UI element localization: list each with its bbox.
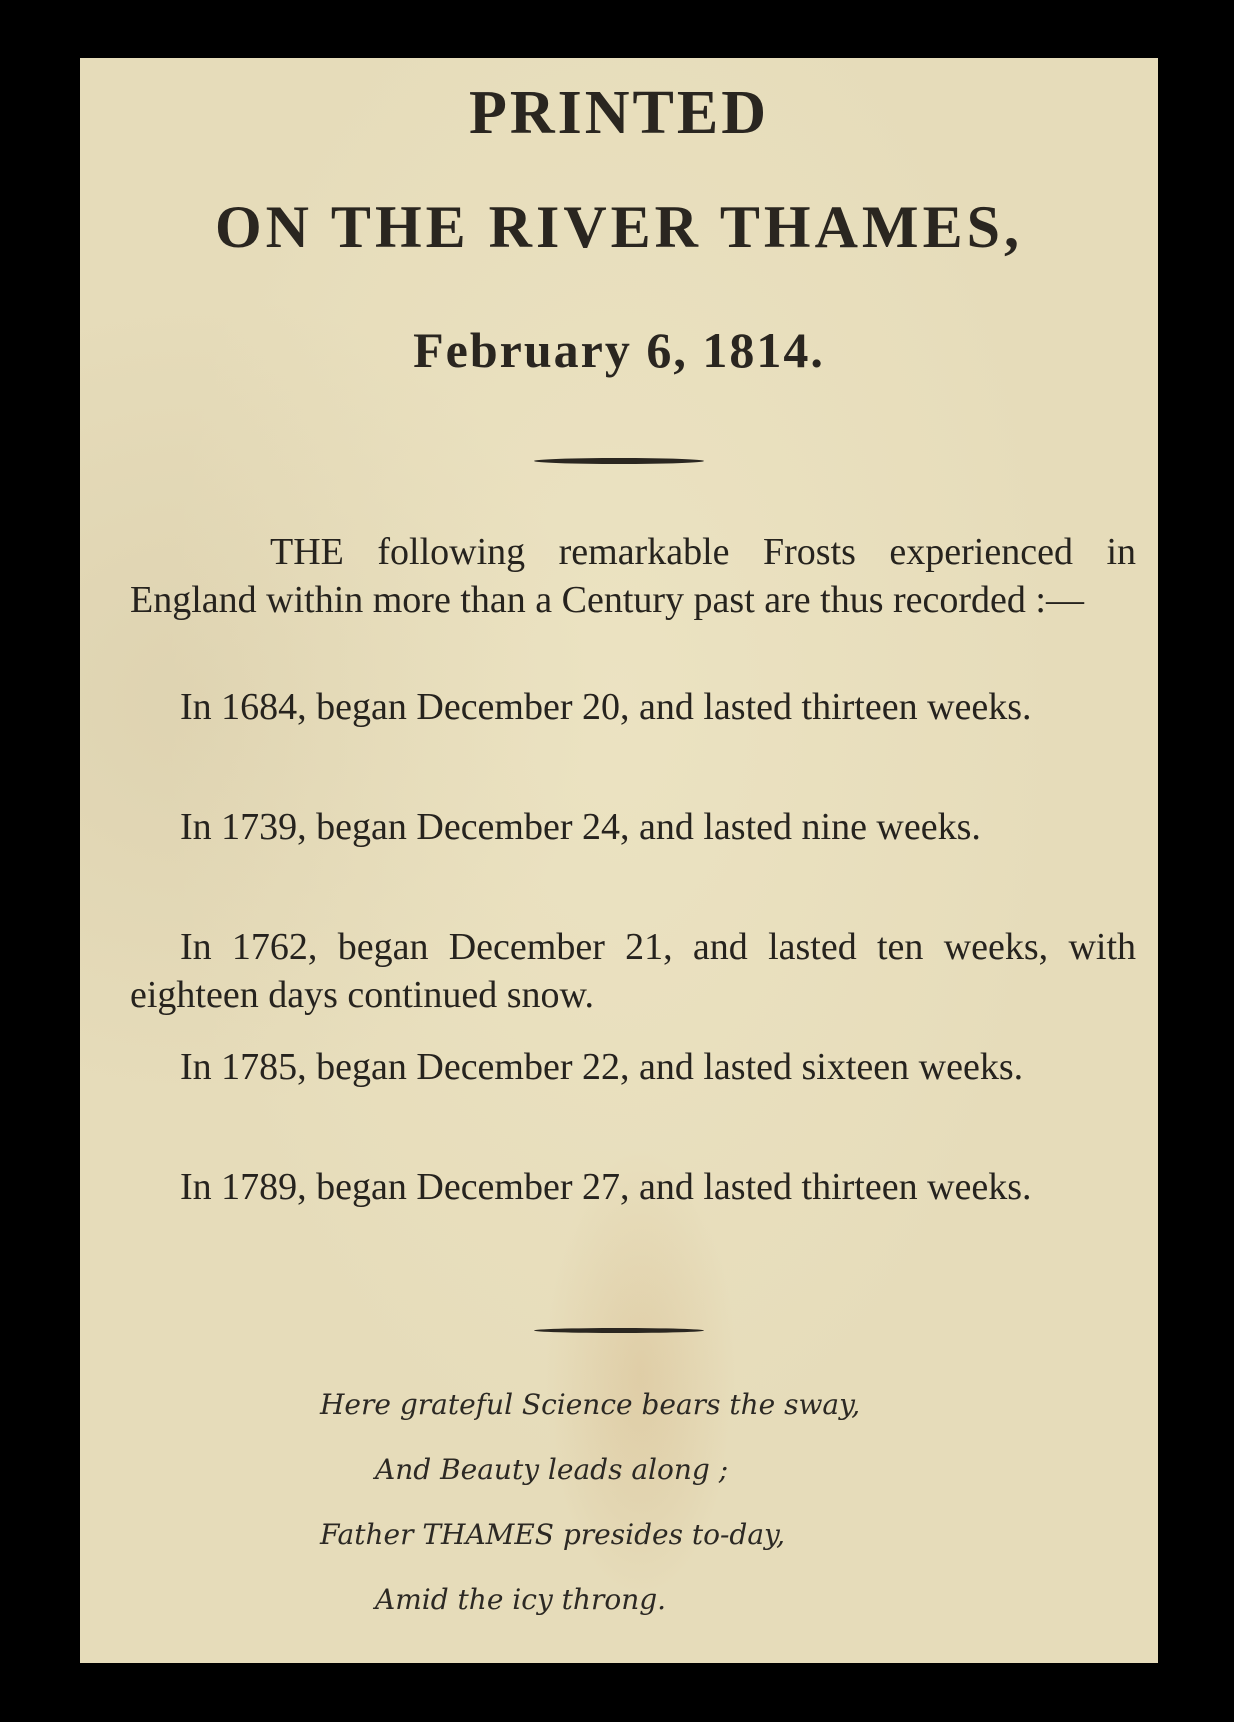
frost-entry-1739: In 1739, began December 24, and lasted nine weeks.	[180, 806, 981, 848]
verse-line-3: Father THAMES presides to-day,	[320, 1518, 786, 1551]
frost-entry-1789: In 1789, began December 27, and lasted thirteen weeks.	[180, 1166, 1032, 1208]
title-river-thames: ON THE RIVER THAMES,	[215, 194, 1023, 260]
frost-entry-1762: In 1762, began December 21, and lasted ten weeks, with eighteen days continued snow.	[130, 926, 1136, 1016]
frost-entry-1684: In 1684, began December 20, and lasted thirteen weeks.	[180, 686, 1032, 728]
verse-line-1: Here grateful Science bears the sway,	[320, 1388, 861, 1421]
title-date: February 6, 1814.	[413, 322, 825, 378]
frost-entry-1785: In 1785, began December 22, and lasted sixteen weeks.	[180, 1046, 1024, 1088]
printed-broadside	[80, 58, 1158, 1663]
intro-paragraph: THE following remarkable Frosts experienced in England within more than a Century past are thus recorded :—	[130, 531, 1136, 621]
verse-line-2: And Beauty leads along ;	[375, 1453, 729, 1486]
ornamental-rule-top	[534, 458, 704, 464]
verse-line-4: Amid the icy throng.	[375, 1583, 667, 1616]
ornamental-rule-bottom	[534, 1328, 704, 1333]
title-printed: PRINTED	[468, 79, 770, 147]
